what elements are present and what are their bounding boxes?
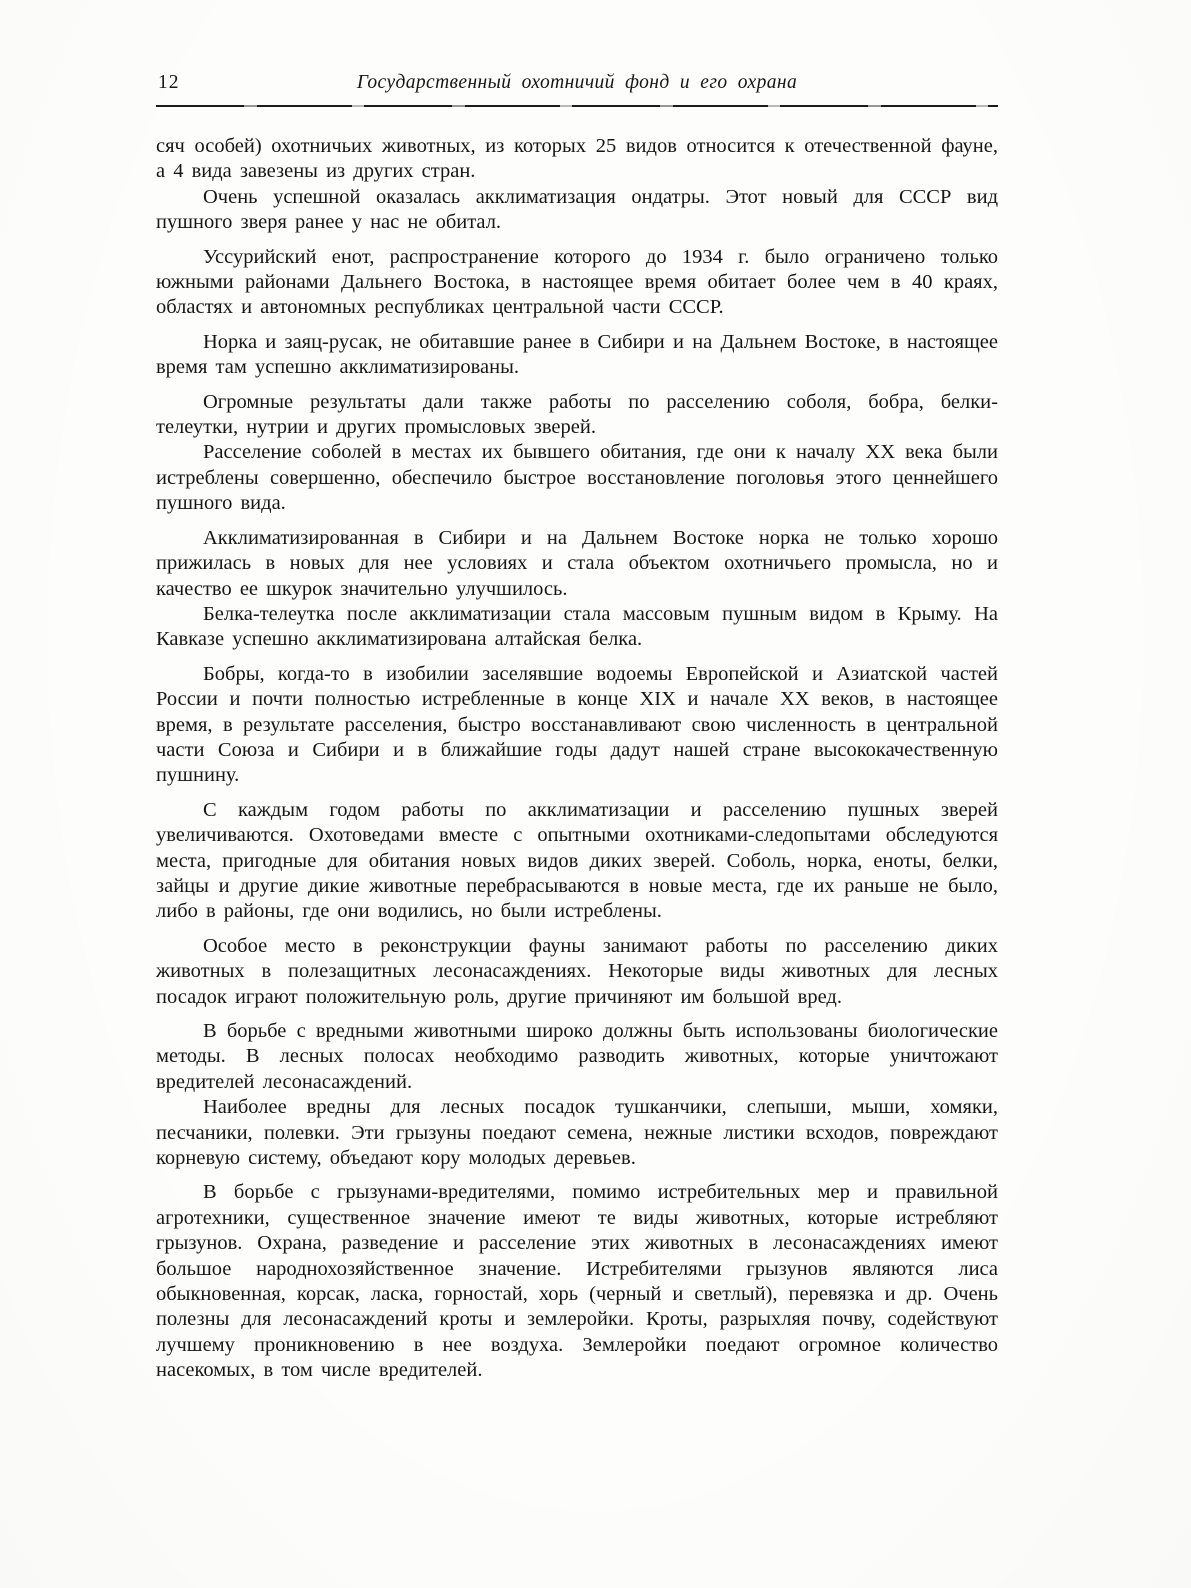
page-number: 12: [158, 72, 180, 93]
paragraph: В борьбе с грызунами-вредителями, помимо истребительных мер и правильной агротехники, существенное значение имеют те виды животных, которые истребляют грызунов. Охрана, разведение и расселение этих животных в лесонасаждениях имеют большое народнохозяйственное значение. Истребителями грызунов являются лиса обыкновенная, корсак, ласка, горностай, хорь (черный и светлый), перевязка и др. Очень полезны для лесонасаждений кроты и землеройки. Кроты, разрыхляя почву, содействуют лучшему проникновению в нее воздуха. Землеройки поедают огромное количество насекомых, в том числе вредителей.: [156, 1181, 998, 1382]
paragraph: Очень успешной оказалась акклиматизация ондатры. Этот новый для СССР вид пушного зверя ранее у нас не обитал.: [156, 185, 998, 234]
paragraph: Особое место в реконструкции фауны занимают работы по расселению диких животных в полезащитных лесонасаждениях. Некоторые виды животных для лесных посадок играют положительную роль, другие причиняют им большой вред.: [156, 934, 998, 1008]
paragraph: Расселение соболей в местах их бывшего обитания, где они к началу XX века были истреблены совершенно, обеспечило быстрое восстановление поголовья этого ценнейшего пушного вида.: [156, 441, 998, 515]
paragraph: сяч особей) охотничьих животных, из которых 25 видов относится к отечественной фауне, а 4 вида завезены из других стран.: [156, 135, 998, 183]
paragraph: Огромные результаты дали также работы по расселению соболя, бобра, белки-телеутки, нутрии и других промысловых зверей.: [156, 390, 998, 439]
paragraph: С каждым годом работы по акклиматизации и расселению пушных зверей увеличиваются. Охотоведами вместе с опытными охотниками-следопытами обследуются места, пригодные для обитания новых видов диких зверей. Соболь, норка, еноты, белки, зайцы и другие дикие животные перебрасываются в новые места, где их раньше не было, либо в районы, где они водились, но были истреблены.: [156, 798, 998, 923]
paragraph: Бобры, когда-то в изобилии заселявшие водоемы Европейской и Азиатской частей России и почти полностью истребленные в конце XIX и начале XX веков, в настоящее время, в результате расселения, быстро восстанавливают свою численность в центральной части Союза и Сибири и в ближайшие годы дадут нашей стране высококачественную пушнину.: [156, 662, 998, 787]
paragraph: Наиболее вредны для лесных посадок тушканчики, слепыши, мыши, хомяки, песчаники, полевки. Эти грызуны поедают семена, нежные листики всходов, повреждают корневую систему, объедают кору молодых деревьев.: [156, 1096, 998, 1170]
page-header: [156, 72, 998, 98]
page-body: [156, 134, 998, 1384]
paragraph: Норка и заяц-русак, не обитавшие ранее в Сибири и на Дальнем Востоке, в настоящее время там успешно акклиматизированы.: [156, 330, 998, 379]
running-title: Государственный охотничий фонд и его охрана: [356, 72, 798, 93]
header-rule: [156, 105, 998, 107]
paragraph: Уссурийский енот, распространение которого до 1934 г. было ограничено только южными районами Дальнего Востока, в настоящее время обитает более чем в 40 краях, областях и автономных республиках центральной части СССР.: [156, 245, 998, 319]
page-content: [156, 72, 998, 1384]
paragraph: Белка-телеутка после акклиматизации стала массовым пушным видом в Крыму. На Кавказе успешно акклиматизирована алтайская белка.: [156, 602, 998, 651]
paragraph: Акклиматизированная в Сибири и на Дальнем Востоке норка не только хорошо прижилась в новых для нее условиях и стала объектом охотничьего промысла, но и качество ее шкурок значительно улучшилось.: [156, 526, 998, 600]
paragraph: В борьбе с вредными животными широко должны быть использованы биологические методы. В лесных полосах необходимо разводить животных, которые уничтожают вредителей лесонасаждений.: [156, 1020, 998, 1093]
